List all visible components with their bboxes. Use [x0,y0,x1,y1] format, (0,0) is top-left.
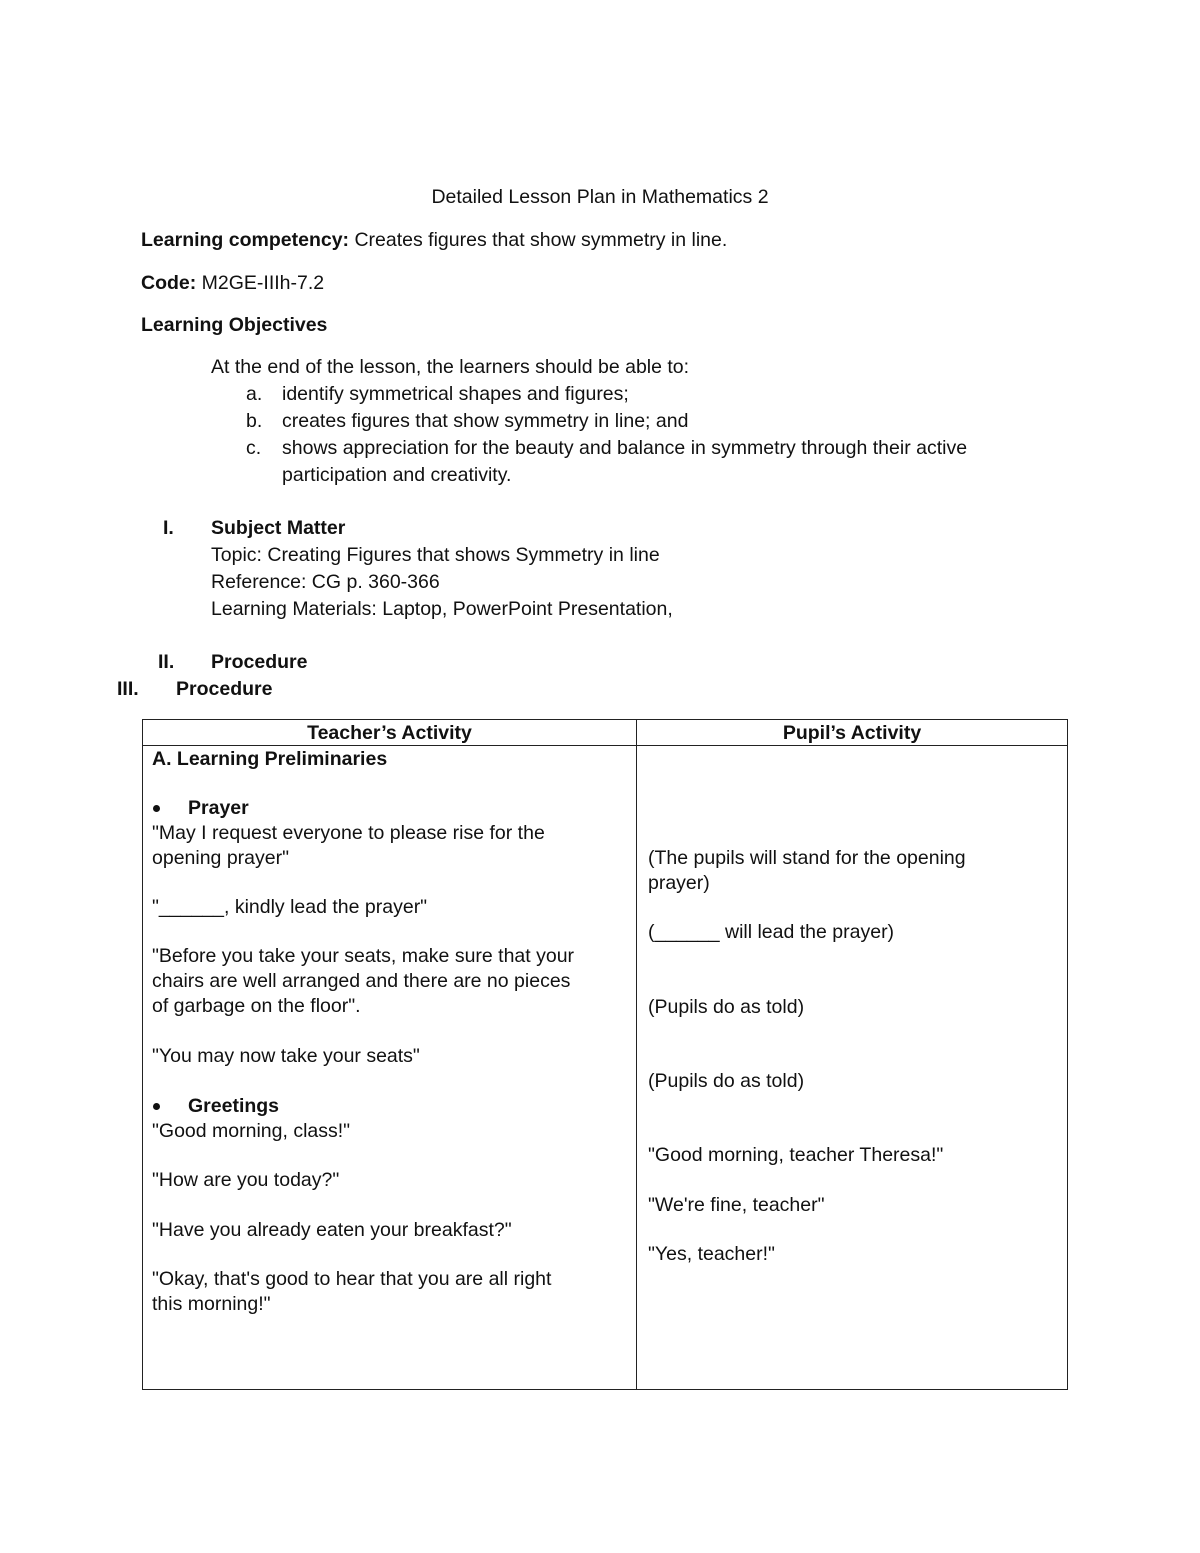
teacher-breakfast: "Have you already eaten your breakfast?" [152,1219,512,1241]
objectives-intro: At the end of the lesson, the learners should be able to: [211,356,690,378]
objective-a: identify symmetrical shapes and figures; [282,383,629,405]
teacher-good-morning: "Good morning, class!" [152,1120,351,1142]
pupil-told-1: (Pupils do as told) [648,996,805,1018]
teacher-prayer-request-2: opening prayer" [152,847,290,869]
code-line [141,272,324,294]
activity-table [142,719,1068,1390]
teacher-seats-2: chairs are well arranged and there are no pieces [152,970,571,992]
header-divider [143,745,1067,746]
objective-c: shows appreciation for the beauty and balance in symmetry through their active [282,437,968,459]
competency-line [141,229,727,251]
teacher-okay-2: this morning!" [152,1293,271,1315]
teacher-okay-1: "Okay, that's good to hear that you are all right [152,1268,552,1290]
competency-label: Learning competency: [141,229,350,251]
teacher-seats-1: "Before you take your seats, make sure that your [152,945,575,967]
competency-text: Creates figures that show symmetry in line. [354,229,728,251]
subject-topic: Topic: Creating Figures that shows Symmetry in line [211,544,660,566]
teacher-prayer-request-1: "May I request everyone to please rise for the [152,822,545,844]
page-title: Detailed Lesson Plan in Mathematics 2 [431,186,769,208]
section-numeral-1: I. [163,517,174,539]
section-heading-procedure-2: Procedure [176,678,273,700]
pupil-stand-1: (The pupils will stand for the opening [648,847,966,869]
teacher-lead-prayer: "______, kindly lead the prayer" [152,896,428,918]
section-numeral-3: III. [117,678,139,700]
objective-c-continued: participation and creativity. [282,464,512,486]
prayer-heading: Prayer [188,797,249,819]
bullet-icon [153,805,160,812]
teacher-take-seats: "You may now take your seats" [152,1045,420,1067]
pupil-lead: (______ will lead the prayer) [648,921,895,943]
code-label: Code: [141,272,197,294]
pupil-yes: "Yes, teacher!" [648,1243,775,1265]
pupil-fine: "We're fine, teacher" [648,1194,825,1216]
column-divider [636,720,637,1389]
header-pupil-activity: Pupil’s Activity [782,722,922,744]
objective-marker-c: c. [246,437,262,459]
subject-reference: Reference: CG p. 360-366 [211,571,440,593]
learning-preliminaries-heading: A. Learning Preliminaries [152,748,388,770]
teacher-seats-3: of garbage on the floor". [152,995,361,1017]
objective-marker-a: a. [246,383,263,405]
objective-b: creates figures that show symmetry in line; and [282,410,689,432]
subject-materials: Learning Materials: Laptop, PowerPoint Presentation, [211,598,673,620]
objective-marker-b: b. [246,410,263,432]
section-numeral-2: II. [158,651,175,673]
header-teacher-activity: Teacher’s Activity [307,722,472,744]
section-heading-subject-matter: Subject Matter [211,517,346,539]
pupil-good-morning: "Good morning, teacher Theresa!" [648,1144,944,1166]
pupil-told-2: (Pupils do as told) [648,1070,805,1092]
greetings-heading: Greetings [188,1095,280,1117]
code-text: M2GE-IIIh-7.2 [201,272,325,294]
pupil-stand-2: prayer) [648,872,710,894]
section-heading-procedure: Procedure [211,651,308,673]
objectives-heading: Learning Objectives [141,314,328,336]
teacher-how-are-you: "How are you today?" [152,1169,340,1191]
bullet-icon [153,1103,160,1110]
